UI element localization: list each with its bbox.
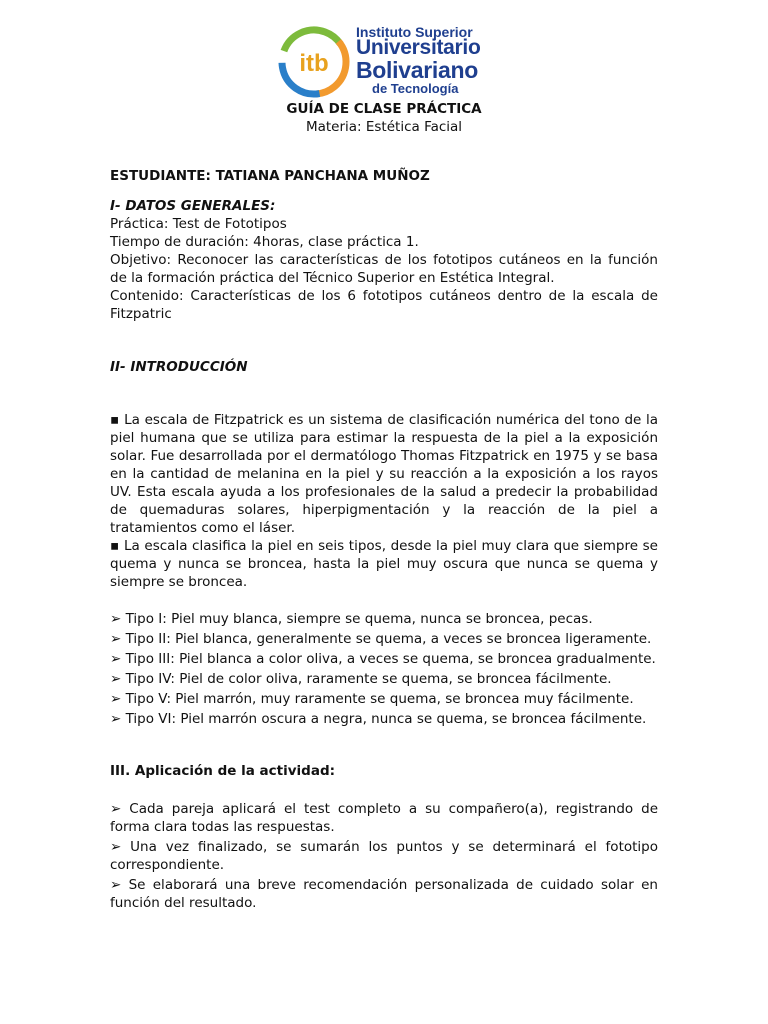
logo-line-4: de Tecnología: [372, 81, 459, 96]
content-paragraph: Contenido: Características de los 6 fototipos cutáneos dentro de la escala de Fitzpatric: [110, 288, 658, 322]
duration-line: Tiempo de duración: 4horas, clase práctica 1.: [110, 234, 419, 250]
practice-line: Práctica: Test de Fototipos: [110, 216, 287, 232]
section-1-heading: I- DATOS GENERALES:: [110, 198, 276, 214]
list-item: ➢ Tipo V: Piel marrón, muy raramente se quema, se broncea muy fácilmente.: [110, 691, 634, 707]
objective-paragraph: Objetivo: Reconocer las características de los fototipos cutáneos en la función de la formación práctica del Técnico Superior en Estética Integral.: [110, 252, 658, 286]
list-item: ➢ Tipo VI: Piel marrón oscura a negra, nunca se quema, se broncea fácilmente.: [110, 711, 647, 727]
document-subject: Materia: Estética Facial: [305, 119, 463, 135]
student-name: ESTUDIANTE: TATIANA PANCHANA MUÑOZ: [110, 168, 430, 184]
institution-logo: [276, 24, 496, 100]
fototype-list: [110, 609, 658, 729]
section-3-heading: III. Aplicación de la actividad:: [110, 763, 336, 779]
logo-mark-letters: itb: [299, 50, 329, 77]
document-title: GUÍA DE CLASE PRÁCTICA: [286, 101, 482, 117]
list-item: ➢ Tipo IV: Piel de color oliva, raramente se quema, se broncea fácilmente.: [110, 671, 612, 687]
itb-logo-mark-icon: [276, 24, 352, 100]
logo-line-1: Instituto Superior: [356, 24, 473, 40]
list-item: ➢ Tipo II: Piel blanca, generalmente se quema, a veces se broncea ligeramente.: [110, 631, 652, 647]
intro-paragraph-1: ▪ La escala de Fitzpatrick es un sistema de clasificación numérica del tono de la piel humana que se utiliza para estimar la respuesta de la piel a la exposición solar. Fue desarrollada por el dermatólogo Thomas Fitzpatrick en 1975 y se basa en la cantidad de melanina en la piel y su reacción a la exposición a los rayos UV. Esta escala ayuda a los profesionales de la salud a predecir la probabilidad de quemaduras solares, hiperpigmentación y la reacción de la piel a tratamientos como el láser.: [110, 412, 658, 536]
section-2-heading: II- INTRODUCCIÓN: [110, 359, 248, 375]
activity-item-3: ➢ Se elaborará una breve recomendación personalizada de cuidado solar en función del resultado.: [110, 877, 658, 911]
logo-line-3: Bolivariano: [356, 57, 478, 83]
list-item: ➢ Tipo III: Piel blanca a color oliva, a veces se quema, se broncea gradualmente.: [110, 651, 656, 667]
activity-item-1: ➢ Cada pareja aplicará el test completo a su compañero(a), registrando de forma clara todas las respuestas.: [110, 801, 658, 835]
activity-item-2: ➢ Una vez finalizado, se sumarán los puntos y se determinará el fototipo correspondiente.: [110, 839, 658, 873]
list-item: ➢ Tipo I: Piel muy blanca, siempre se quema, nunca se broncea, pecas.: [110, 611, 593, 627]
intro-paragraph-2: ▪ La escala clasifica la piel en seis tipos, desde la piel muy clara que siempre se quema y nunca se broncea, hasta la piel muy oscura que nunca se quema y siempre se broncea.: [110, 538, 658, 590]
logo-line-2: Universitario: [356, 36, 481, 59]
